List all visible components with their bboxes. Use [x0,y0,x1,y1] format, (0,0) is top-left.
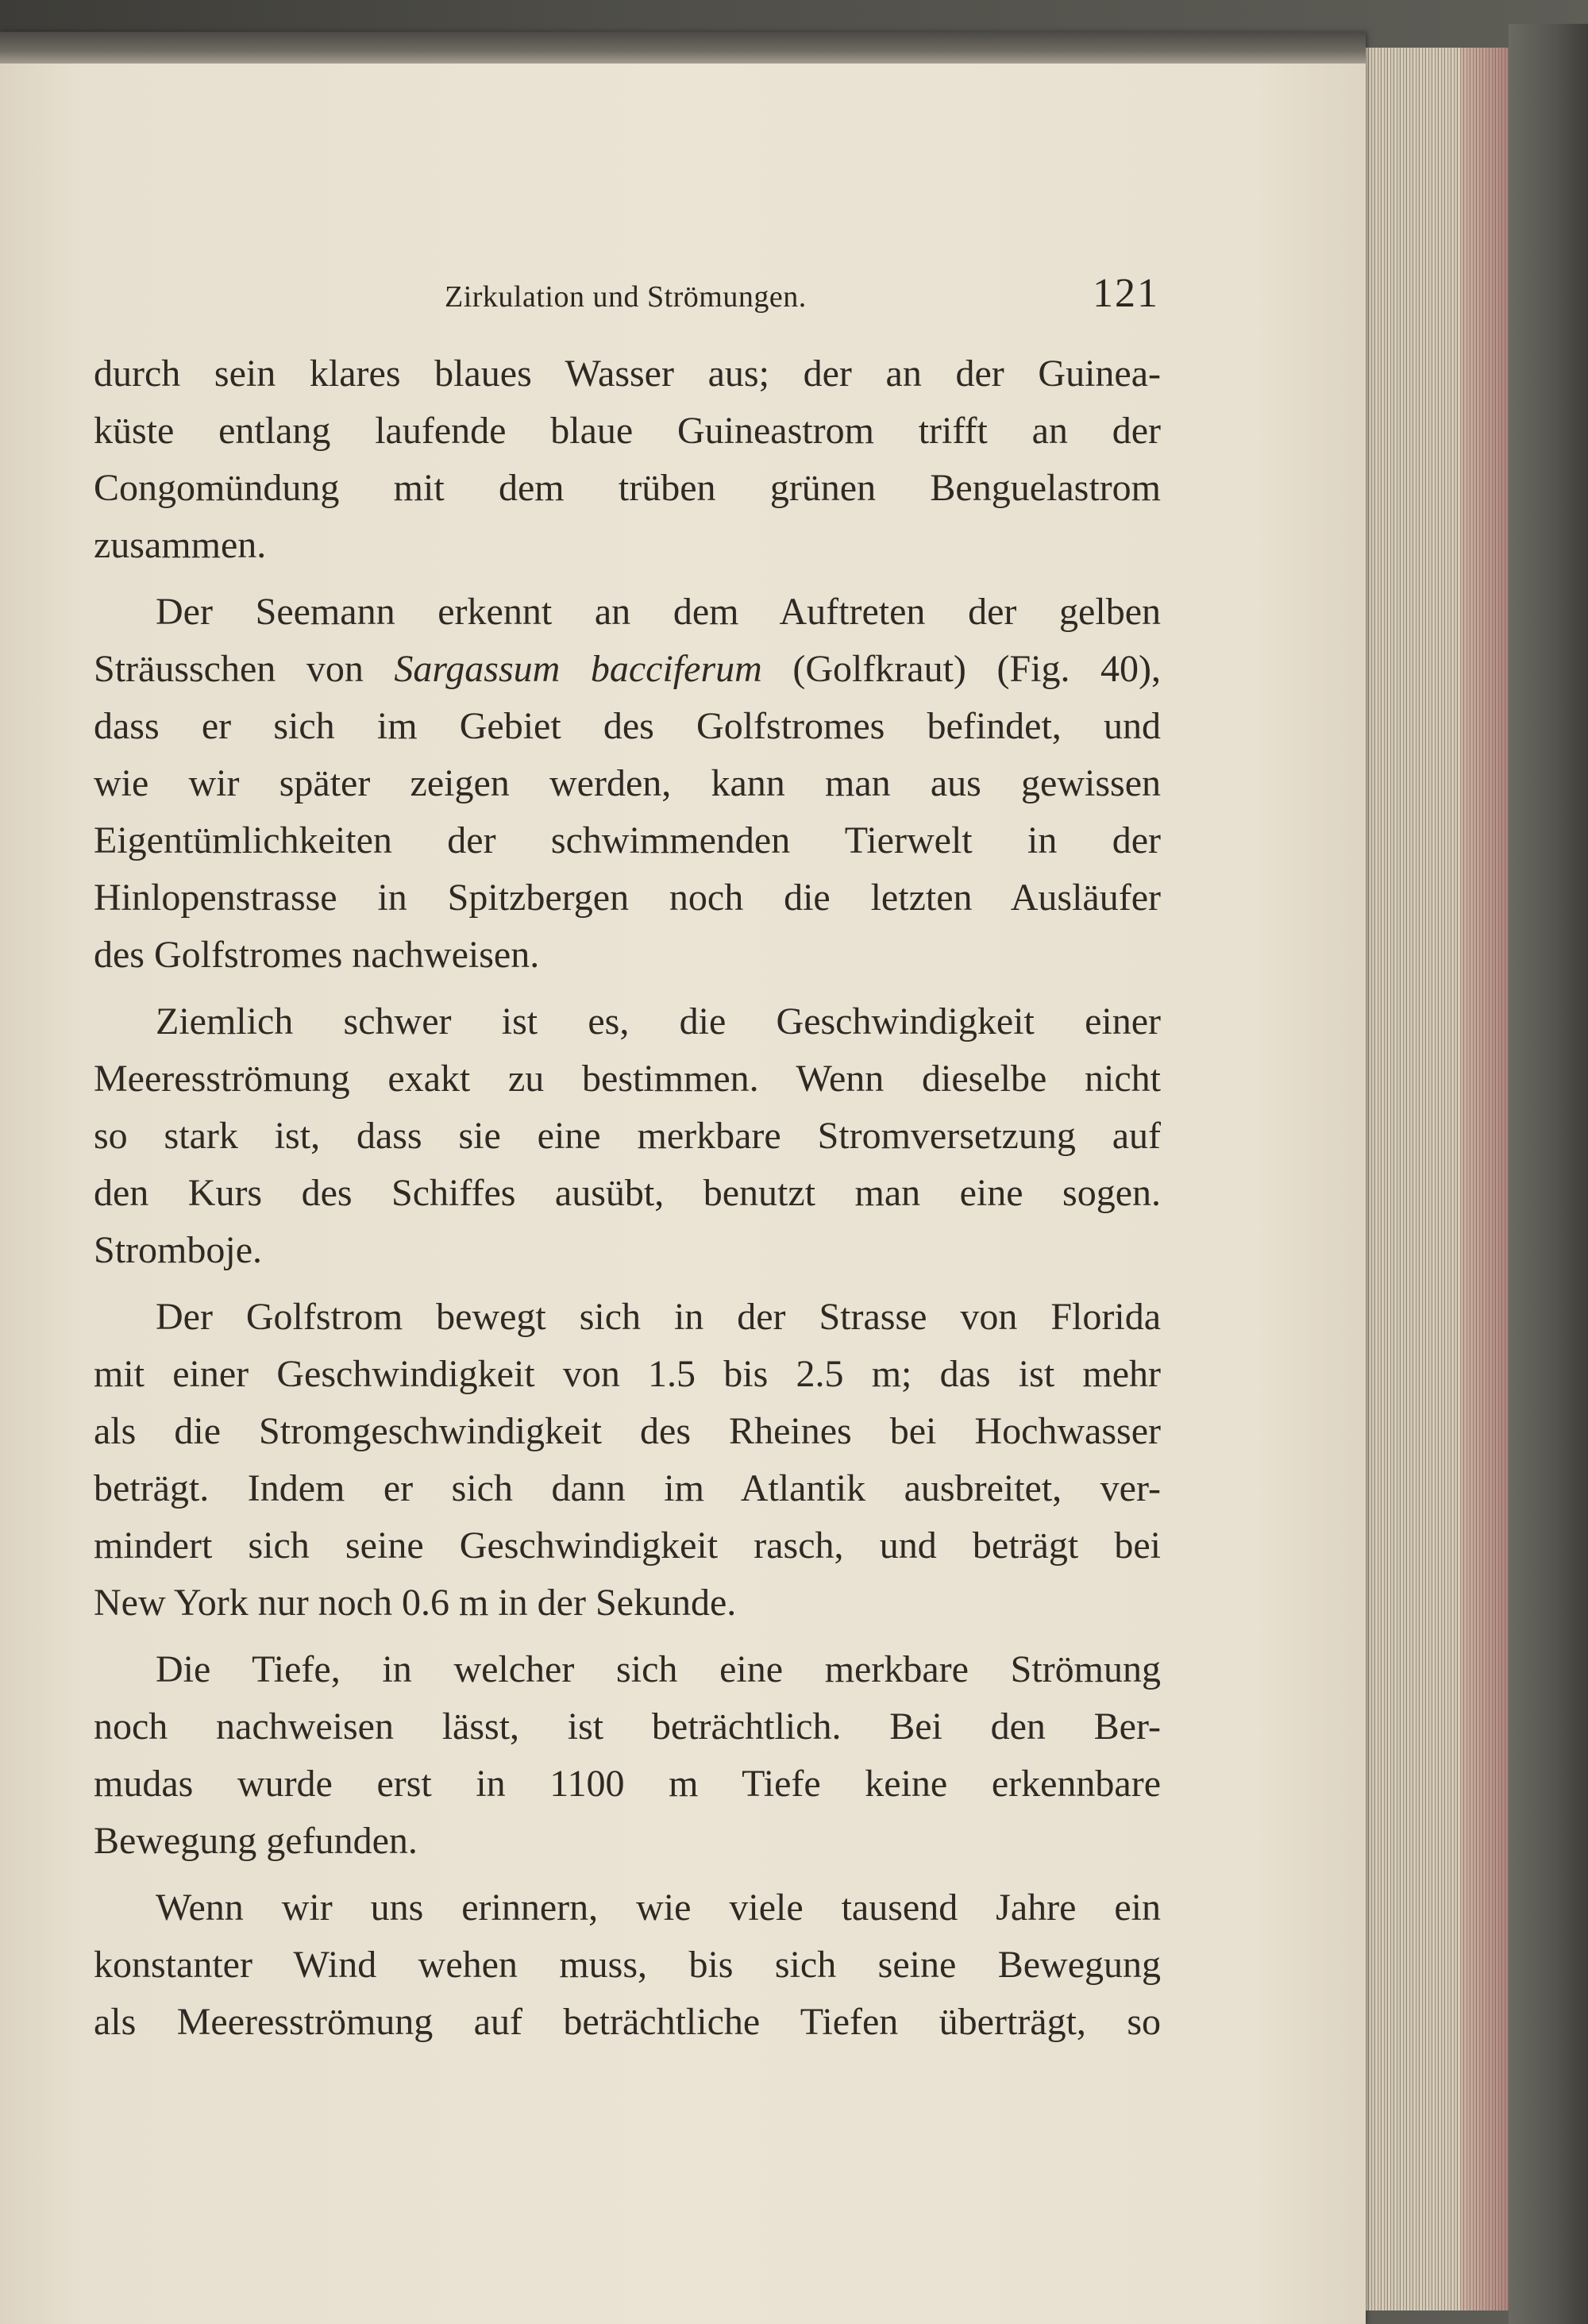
text-line: küste entlang laufende blaue Guineastrom trifft an der [94,410,1161,452]
book-page [0,32,1366,2324]
text-line-with-italic [94,641,1161,698]
text-line: mindert sich seine Geschwindigkeit rasch, und beträgt bei [94,1524,1161,1567]
paragraph-5 [94,1641,1161,1870]
text-line: Ziemlich schwer ist es, die Geschwindigkeit einer [156,1000,1161,1043]
text-line: Der Golfstrom bewegt sich in der Strasse von Florida [156,1296,1161,1338]
text-line: zusammen. [94,524,267,566]
paragraph-1 [94,345,1161,574]
text-line: mit einer Geschwindigkeit von 1.5 bis 2.5 m; das ist mehr [94,1353,1161,1395]
running-title: Zirkulation und Strömungen. [445,280,807,314]
text-line: Eigentümlichkeiten der schwimmenden Tierwelt in der [94,819,1161,861]
page-number: 121 [1093,271,1159,316]
text-line: mudas wurde erst in 1100 m Tiefe keine erkennbare [94,1763,1161,1805]
text-line: des Golfstromes nachweisen. [94,934,540,976]
text-line: Meeresströmung exakt zu bestimmen. Wenn dieselbe nicht [94,1058,1161,1100]
text-segment: (Golfkraut) (Fig. 40), [761,648,1162,690]
text-line: Hinlopenstrasse in Spitzbergen noch die letzten Ausläufer [94,877,1161,919]
text-line: noch nachweisen lässt, ist beträchtlich. Bei den Ber- [94,1705,1161,1748]
text-line: durch sein klares blaues Wasser aus; der an der Guinea- [94,353,1161,395]
text-line: den Kurs des Schiffes ausübt, benutzt man eine sogen. [94,1172,1161,1214]
text-line: Die Tiefe, in welcher sich eine merkbare Strömung [156,1648,1161,1690]
running-head [95,270,1159,326]
page-edges [1366,48,1509,2311]
text-line: konstanter Wind wehen muss, bis sich seine Bewegung [94,1944,1161,1986]
text-line: Congomündung mit dem trüben grünen Benguelastrom [94,467,1161,509]
italic-species-name: Sargassum bacciferum [394,648,762,690]
paragraph-3 [94,993,1161,1279]
text-line: so stark ist, dass sie eine merkbare Stromversetzung auf [94,1115,1161,1157]
text-line: als Meeresströmung auf beträchtliche Tiefen überträgt, so [94,2001,1161,2043]
body-text [94,345,1161,2051]
text-line: Wenn wir uns erinnern, wie viele tausend Jahre ein [156,1887,1161,1929]
text-line: dass er sich im Gebiet des Golfstromes befindet, und [94,705,1161,747]
text-line: als die Stromgeschwindigkeit des Rheines bei Hochwasser [94,1410,1161,1452]
text-line: Bewegung gefunden. [94,1820,418,1862]
text-segment: Sträusschen von [94,648,395,690]
book-board-edge [1509,24,1588,2324]
text-line: wie wir später zeigen werden, kann man aus gewissen [94,762,1161,804]
text-line: New York nur noch 0.6 m in der Sekunde. [94,1582,737,1624]
text-line: beträgt. Indem er sich dann im Atlantik ausbreitet, ver- [94,1467,1161,1509]
paragraph-4 [94,1289,1161,1632]
text-line: Stromboje. [94,1229,262,1271]
page-top-shadow [0,32,1366,64]
paragraph-2 [94,584,1161,984]
text-line: Der Seemann erkennt an dem Auftreten der gelben [156,591,1161,633]
paragraph-6 [94,1879,1161,2051]
